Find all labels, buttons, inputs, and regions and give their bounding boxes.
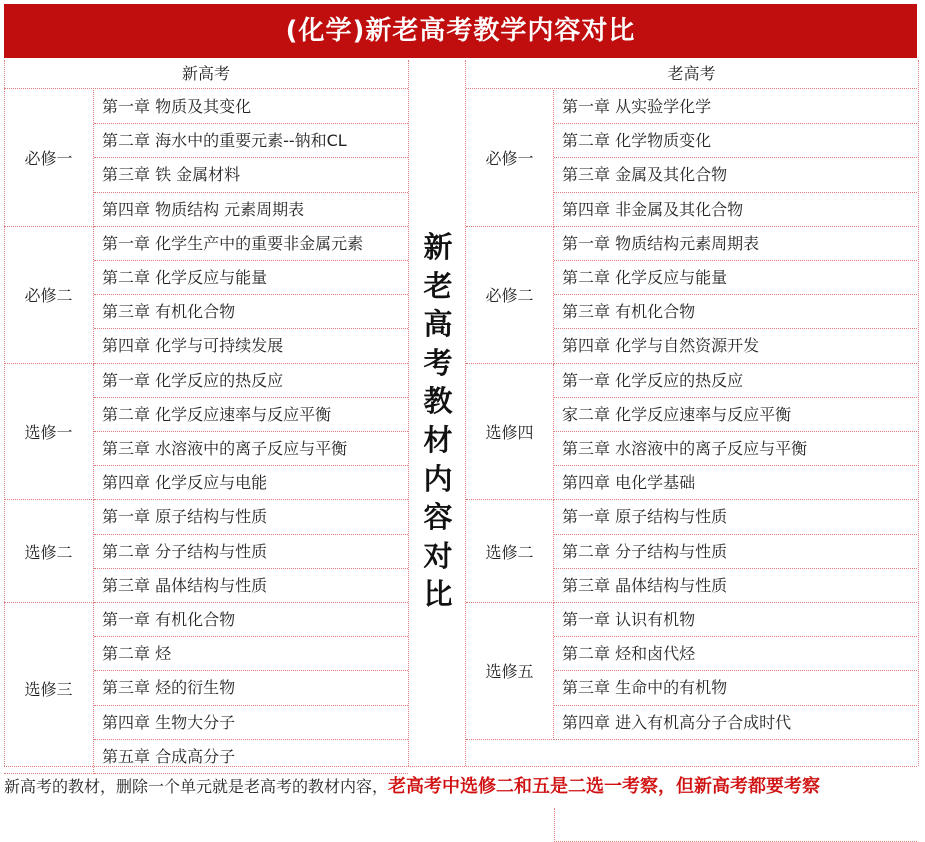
- chapter-cell: 第四章 物质结构 元素周期表: [94, 193, 408, 227]
- footer-normal-text: 新高考的教材，删除一个单元就是老高考的教材内容，: [4, 777, 389, 796]
- middle-label-char: 容: [423, 500, 453, 535]
- group-label: 选修三: [4, 603, 94, 774]
- chapter-cell: 第二章 化学反应与能量: [554, 261, 917, 295]
- group-label: 选修一: [4, 364, 94, 501]
- new-exam-header: 新高考: [4, 60, 408, 89]
- old-exam-header: 老高考: [466, 60, 917, 89]
- middle-label-char: 教: [423, 384, 453, 419]
- chapter-cell: 第二章 烃和卤代烃: [554, 637, 917, 671]
- chapter-cell: 第四章 电化学基础: [554, 466, 917, 500]
- chapter-cell: 第四章 进入有机高分子合成时代: [554, 706, 917, 740]
- group-label: 必修二: [466, 227, 554, 364]
- chapter-cell: 第三章 烃的衍生物: [94, 671, 408, 705]
- chapter-cell: 第二章 烃: [94, 637, 408, 671]
- group-label: 选修二: [4, 500, 94, 603]
- chapter-cell: 第四章 生物大分子: [94, 706, 408, 740]
- group-label: 选修二: [466, 500, 554, 603]
- chapter-cell: 第三章 水溶液中的离子反应与平衡: [554, 432, 917, 466]
- chapter-cell: 第三章 金属及其化合物: [554, 158, 917, 192]
- middle-label-char: 老: [423, 268, 453, 303]
- middle-label-char: 材: [423, 422, 453, 457]
- chapter-cell: 第四章 非金属及其化合物: [554, 193, 917, 227]
- chapter-cell: 第二章 化学反应速率与反应平衡: [94, 398, 408, 432]
- chapter-cell: 第四章 化学反应与电能: [94, 466, 408, 500]
- chapter-cell: 第一章 物质结构元素周期表: [554, 227, 917, 261]
- middle-label-char: 比: [423, 577, 453, 612]
- chapter-cell: 第四章 化学与自然资源开发: [554, 329, 917, 363]
- chapter-cell: 第二章 海水中的重要元素--钠和CL: [94, 124, 408, 158]
- chapter-cell: 第二章 分子结构与性质: [554, 535, 917, 569]
- empty-cell: [554, 808, 917, 842]
- chapter-cell: 第一章 原子结构与性质: [94, 500, 408, 534]
- chapter-cell: 第一章 原子结构与性质: [554, 500, 917, 534]
- footer-note: [4, 766, 917, 801]
- chapter-cell: 第二章 化学反应与能量: [94, 261, 408, 295]
- chapter-cell: 家二章 化学反应速率与反应平衡: [554, 398, 917, 432]
- middle-label-char: 新: [423, 230, 453, 264]
- middle-label-char: 对: [423, 538, 453, 573]
- footer-highlight-text: 老高考中选修二和五是二选一考察，但新高考都要考察: [388, 776, 821, 797]
- chapter-cell: 第一章 有机化合物: [94, 603, 408, 637]
- chapter-cell: 第一章 认识有机物: [554, 603, 917, 637]
- middle-label-char: 内: [423, 461, 453, 496]
- chapter-cell: 第三章 有机化合物: [554, 295, 917, 329]
- chapter-cell: 第一章 物质及其变化: [94, 90, 408, 124]
- group-label: 选修四: [466, 364, 554, 501]
- chapter-cell: 第五章 合成高分子: [94, 740, 408, 774]
- chapter-cell: 第二章 分子结构与性质: [94, 535, 408, 569]
- group-label: 必修一: [4, 90, 94, 227]
- chapter-cell: 第一章 化学生产中的重要非金属元素: [94, 227, 408, 261]
- chapter-cell: 第三章 铁 金属材料: [94, 158, 408, 192]
- middle-label-char: 高: [423, 307, 453, 342]
- group-label: 必修二: [4, 227, 94, 364]
- chapter-cell: 第一章 从实验学化学: [554, 90, 917, 124]
- chapter-cell: 第一章 化学反应的热反应: [554, 364, 917, 398]
- page-title: (化学)新老高考教学内容对比: [4, 4, 917, 58]
- chapter-cell: 第三章 生命中的有机物: [554, 671, 917, 705]
- chapter-cell: 第三章 水溶液中的离子反应与平衡: [94, 432, 408, 466]
- chapter-cell: 第一章 化学反应的热反应: [94, 364, 408, 398]
- middle-vertical-label: [410, 228, 466, 614]
- chapter-cell: 第三章 有机化合物: [94, 295, 408, 329]
- chapter-cell: 第三章 晶体结构与性质: [94, 569, 408, 603]
- group-label: 选修五: [466, 603, 554, 740]
- middle-label-char: 考: [423, 345, 453, 380]
- chapter-cell: 第二章 化学物质变化: [554, 124, 917, 158]
- chapter-cell: 第三章 晶体结构与性质: [554, 569, 917, 603]
- chapter-cell: 第四章 化学与可持续发展: [94, 329, 408, 363]
- group-label: 必修一: [466, 90, 554, 227]
